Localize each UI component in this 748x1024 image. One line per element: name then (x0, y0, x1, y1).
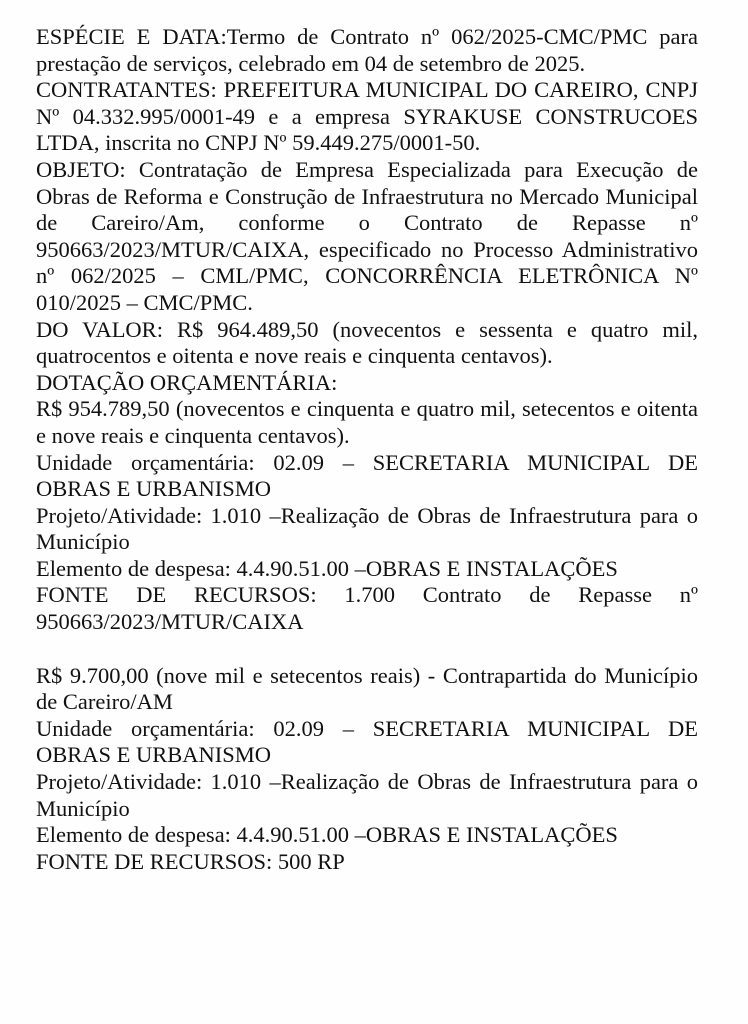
valor-paragraph: DO VALOR: R$ 964.489,50 (novecentos e sessenta e quatro mil, quatrocentos e oitenta e nove reais e cinquenta centavos). (36, 316, 698, 369)
objeto-paragraph: OBJETO: Contratação de Empresa Especializada para Execução de Obras de Reforma e Construção de Infraestrutura no Mercado Municipal de Careiro/Am, conforme o Contrato de Repasse nº 950663/2023/MTUR/CAIXA, especificado no Processo Administrativo nº 062/2025 – CML/PMC, CONCORRÊNCIA ELETRÔNICA Nº 010/2025 – CMC/PMC. (36, 156, 698, 315)
block2-projeto: Projeto/Atividade: 1.010 –Realização de Obras de Infraestrutura para o Município (36, 769, 698, 821)
dotacao-block-2 (36, 663, 698, 876)
block1-elemento: Elemento de despesa: 4.4.90.51.00 –OBRAS E INSTALAÇÕES (36, 555, 618, 581)
block2-fonte: FONTE DE RECURSOS: 500 RP (36, 848, 345, 874)
block1-unidade: Unidade orçamentária: 02.09 – SECRETARIA MUNICIPAL DE OBRAS E URBANISMO (36, 449, 698, 502)
block2-unidade: Unidade orçamentária: 02.09 – SECRETARIA MUNICIPAL DE OBRAS E URBANISMO (36, 715, 698, 768)
contratantes-paragraph: CONTRATANTES: PREFEITURA MUNICIPAL DO CAREIRO, CNPJ Nº 04.332.995/0001-49 e a empresa SYRAKUSE CONSTRUCOES LTDA, inscrita no CNPJ Nº 59.449.275/0001-50. (36, 77, 698, 156)
paragraph-gap (36, 636, 698, 663)
block1-projeto: Projeto/Atividade: 1.010 –Realização de Obras de Infraestrutura para o Município (36, 502, 698, 555)
dotacao-heading: DOTAÇÃO ORÇAMENTÁRIA: (36, 369, 338, 395)
block2-valor: R$ 9.700,00 (nove mil e setecentos reais) - Contrapartida do Município de Careiro/AM (36, 662, 698, 715)
especie-data-paragraph: ESPÉCIE E DATA:Termo de Contrato nº 062/2025-CMC/PMC para prestação de serviços, celebrado em 04 de setembro de 2025. (36, 24, 698, 76)
dotacao-block-1 (36, 396, 698, 635)
block2-elemento: Elemento de despesa: 4.4.90.51.00 –OBRAS E INSTALAÇÕES (36, 822, 618, 848)
block1-valor: R$ 954.789,50 (novecentos e cinquenta e quatro mil, setecentos e oitenta e nove reais e cinquenta centavos). (36, 396, 698, 448)
block1-fonte: FONTE DE RECURSOS: 1.700 Contrato de Repasse nº 950663/2023/MTUR/CAIXA (36, 582, 698, 635)
